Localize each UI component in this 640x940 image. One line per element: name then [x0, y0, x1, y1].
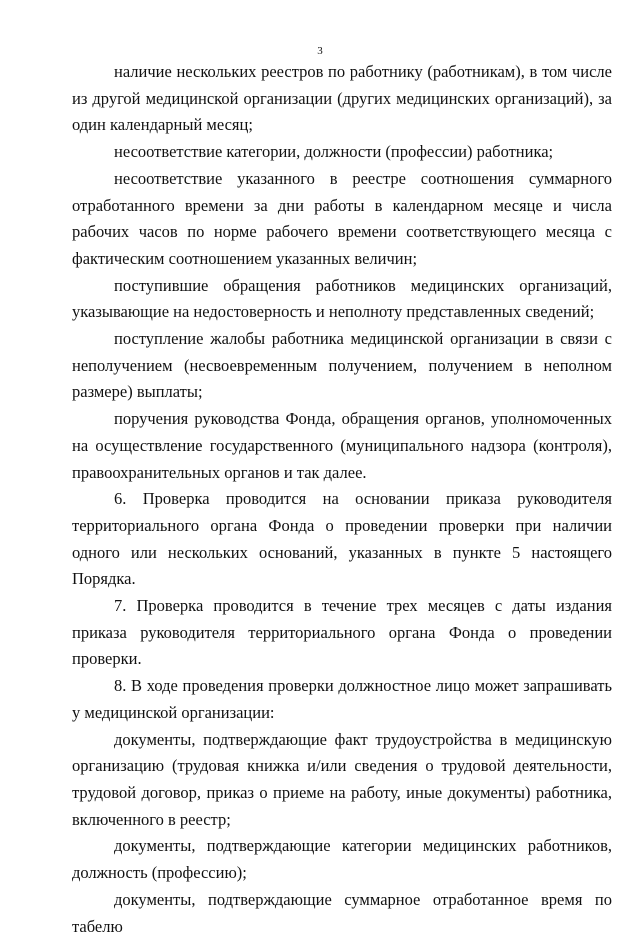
- paragraph: поступление жалобы работника медицинской организации в связи с неполучением (несвоевременным получением, получением в неполном размере) выплаты;: [72, 329, 612, 402]
- paragraph: документы, подтверждающие категории медицинских работников, должность (профессию);: [72, 836, 612, 883]
- page-number: 3: [317, 45, 323, 57]
- paragraph: несоответствие указанного в реестре соотношения суммарного отработанного времени за дни работы в календарном месяце и числа рабочих часов по норме рабочего времени соответствующего месяца с фактическим соотношением указанных величин;: [72, 168, 612, 268]
- document-body: [72, 59, 612, 940]
- paragraph: 7. Проверка проводится в течение трех месяцев с даты издания приказа руководителя территориального органа Фонда о проведении проверки.: [72, 596, 612, 669]
- paragraph: документы, подтверждающие факт трудоустройства в медицинскую организацию (трудовая книжка и/или сведения о трудовой деятельности, трудовой договор, приказ о приеме на работу, иные документы) работника, включенного в реестр;: [72, 729, 612, 829]
- paragraph: поручения руководства Фонда, обращения органов, уполномоченных на осуществление государственного (муниципального надзора (контроля), правоохранительных органов и так далее.: [72, 409, 612, 482]
- paragraph: поступившие обращения работников медицинских организаций, указывающие на недостоверность и неполноту представленных сведений;: [72, 275, 612, 322]
- paragraph: документы, подтверждающие суммарное отработанное время по табелю: [72, 889, 612, 936]
- paragraph: наличие нескольких реестров по работнику (работникам), в том числе из другой медицинской организации (других медицинских организаций), за один календарный месяц;: [72, 62, 612, 135]
- paragraph: 6. Проверка проводится на основании приказа руководителя территориального органа Фонда о проведении проверки при наличии одного или нескольких оснований, указанных в пункте 5 настоящего Порядка.: [72, 489, 612, 589]
- paragraph: 8. В ходе проведения проверки должностное лицо может запрашивать у медицинской организации:: [72, 676, 612, 722]
- paragraph: несоответствие категории, должности (профессии) работника;: [114, 142, 554, 162]
